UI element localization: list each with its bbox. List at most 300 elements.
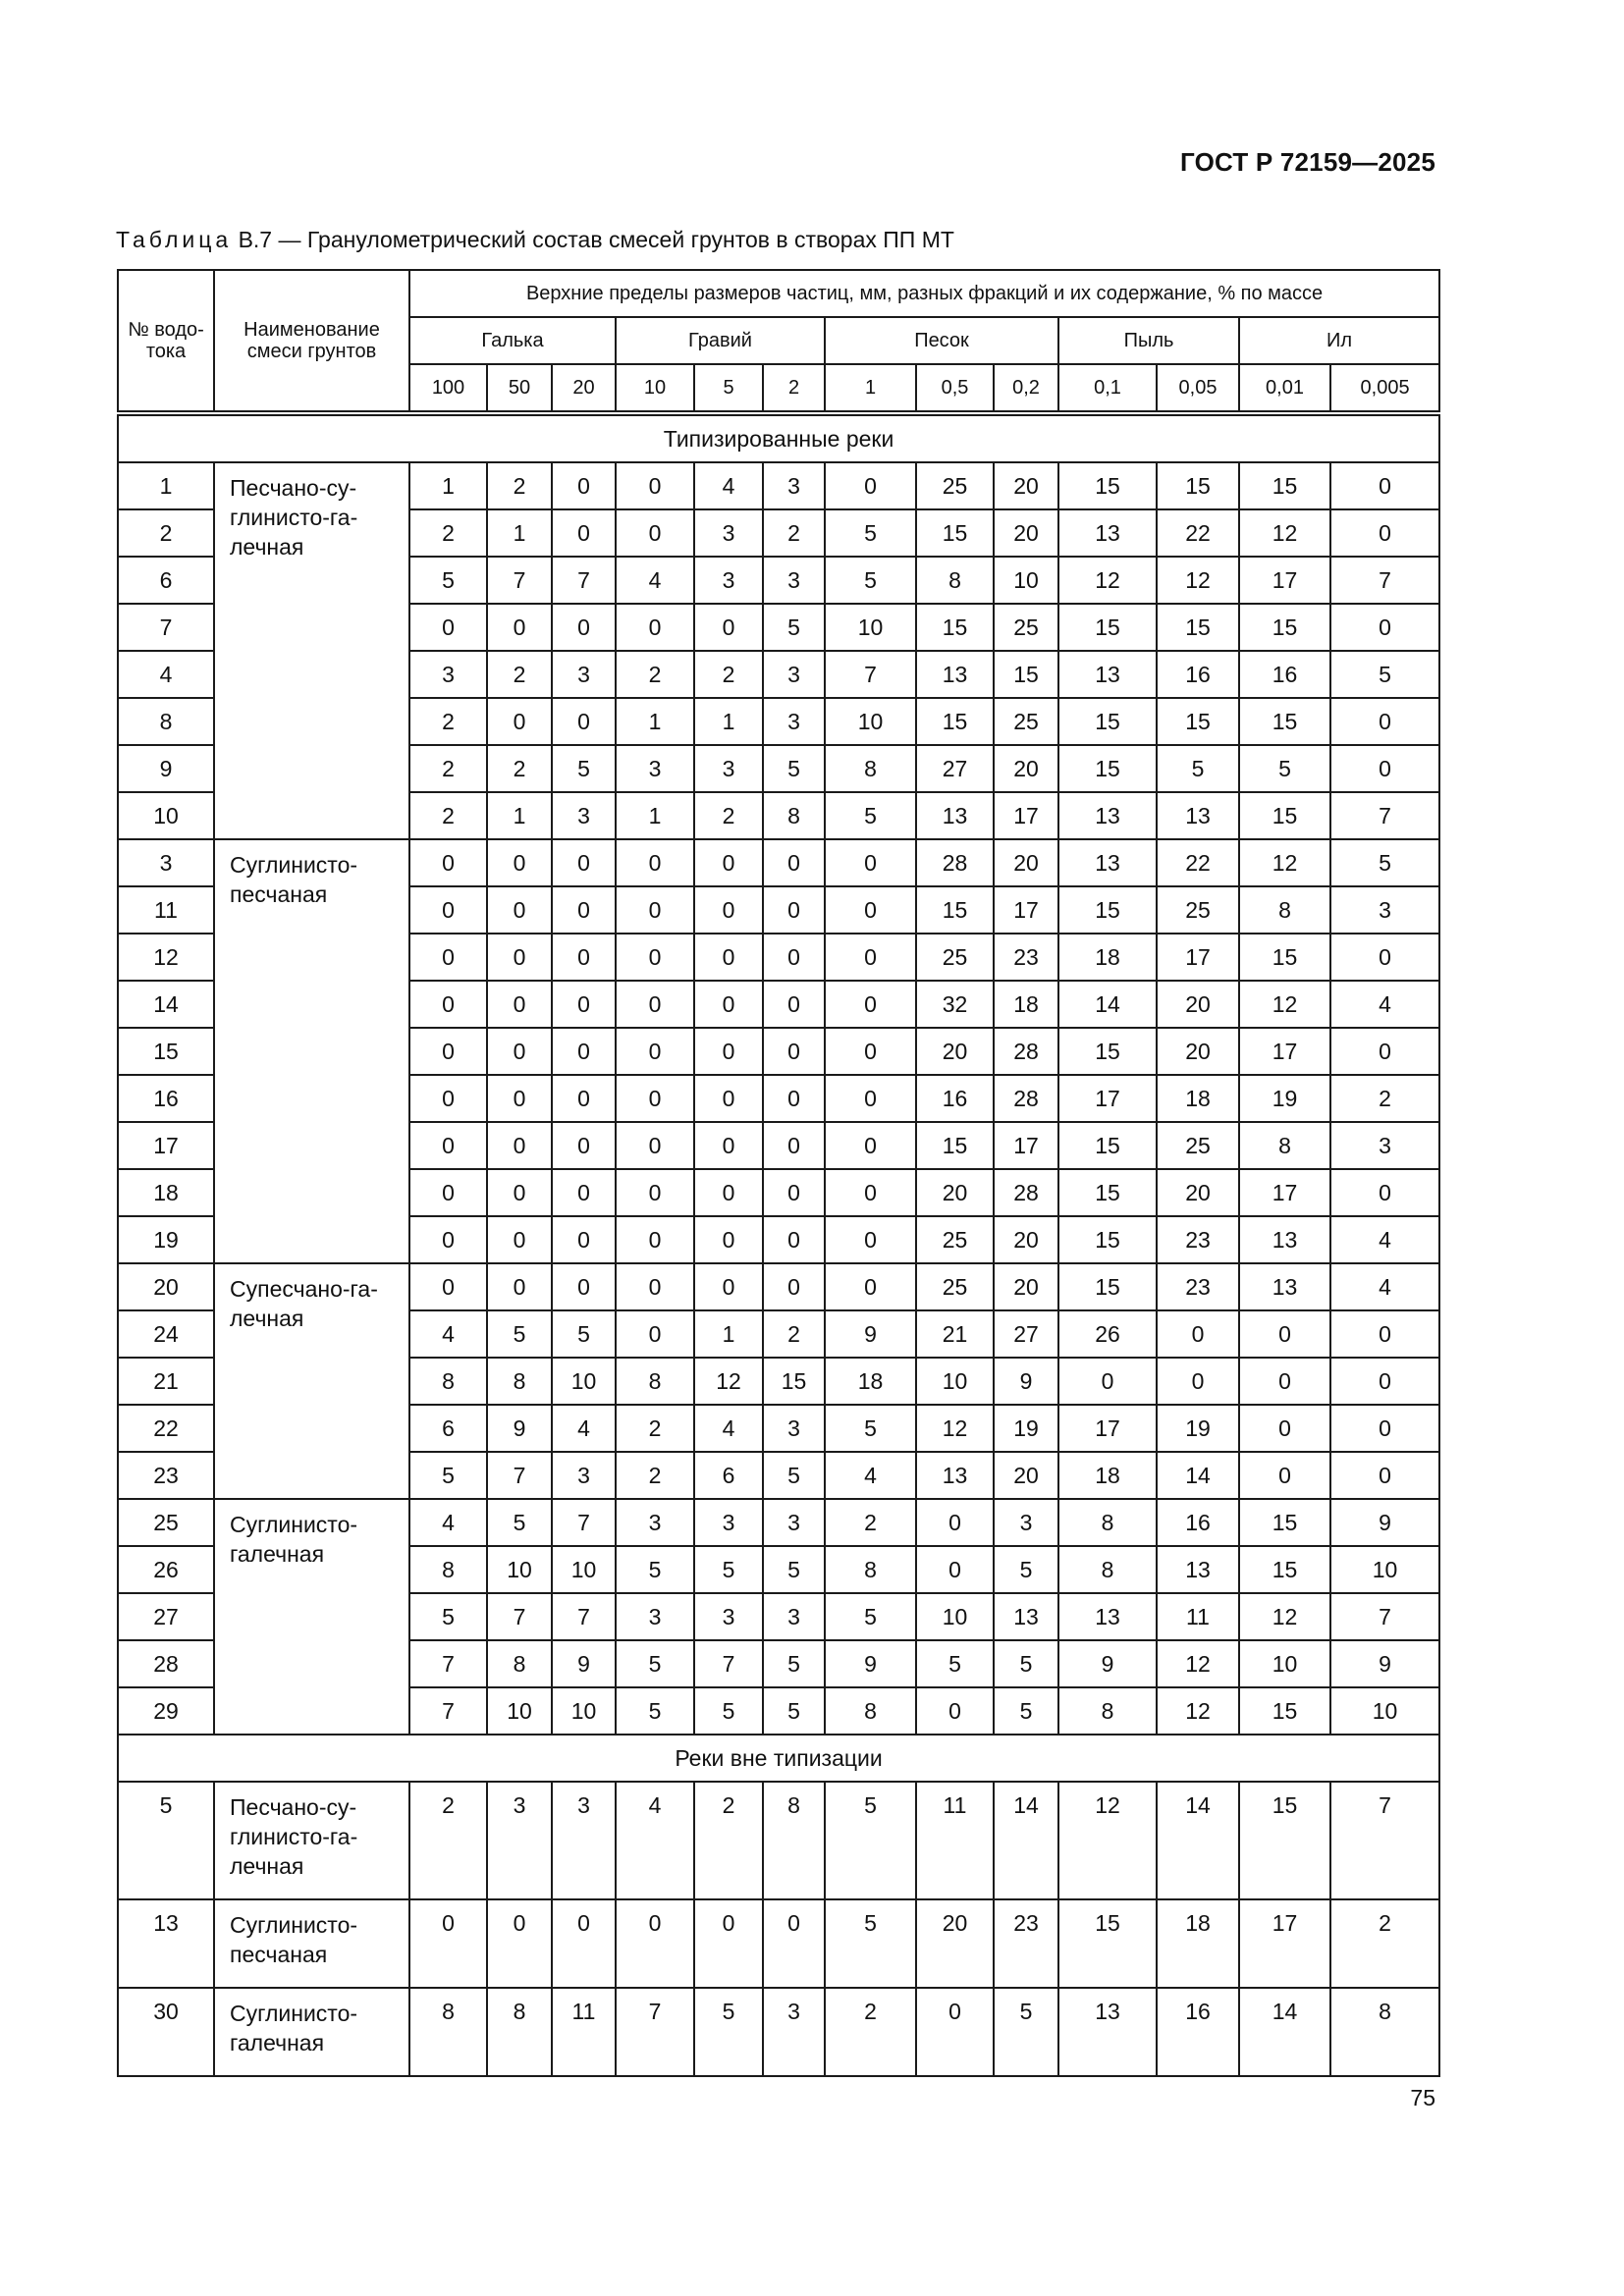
value-cell: 0 — [694, 604, 763, 651]
row-number: 24 — [118, 1310, 214, 1358]
value-cell: 0 — [616, 1169, 694, 1216]
value-cell: 2 — [825, 1499, 916, 1546]
value-cell: 1 — [409, 462, 487, 509]
value-cell: 5 — [916, 1640, 994, 1687]
value-cell: 8 — [409, 1988, 487, 2076]
value-cell: 10 — [825, 604, 916, 651]
value-cell: 9 — [1058, 1640, 1157, 1687]
value-cell: 17 — [994, 792, 1058, 839]
value-cell: 5 — [825, 1782, 916, 1899]
value-cell: 17 — [1239, 557, 1330, 604]
value-cell: 13 — [1157, 1546, 1239, 1593]
value-cell: 4 — [694, 1405, 763, 1452]
value-cell: 8 — [825, 745, 916, 792]
value-cell: 3 — [487, 1782, 552, 1899]
row-number: 4 — [118, 651, 214, 698]
value-cell: 8 — [1058, 1546, 1157, 1593]
value-cell: 11 — [1157, 1593, 1239, 1640]
value-cell: 18 — [1157, 1899, 1239, 1988]
value-cell: 0 — [763, 1122, 825, 1169]
value-cell: 8 — [409, 1546, 487, 1593]
value-cell: 2 — [409, 698, 487, 745]
value-cell: 7 — [409, 1687, 487, 1735]
row-number: 9 — [118, 745, 214, 792]
value-cell: 3 — [763, 1499, 825, 1546]
value-cell: 0 — [825, 1169, 916, 1216]
value-cell: 8 — [1239, 886, 1330, 934]
value-cell: 17 — [994, 1122, 1058, 1169]
table-caption — [116, 227, 954, 253]
value-cell: 0 — [552, 981, 616, 1028]
value-cell: 15 — [1239, 604, 1330, 651]
value-cell: 0 — [552, 462, 616, 509]
value-cell: 1 — [616, 792, 694, 839]
value-cell: 11 — [552, 1988, 616, 2076]
row-number: 7 — [118, 604, 214, 651]
value-cell: 1 — [487, 792, 552, 839]
value-cell: 5 — [825, 557, 916, 604]
value-cell: 8 — [825, 1546, 916, 1593]
value-cell: 3 — [763, 1593, 825, 1640]
value-cell: 0 — [409, 1122, 487, 1169]
value-cell: 0 — [694, 1075, 763, 1122]
value-cell: 0 — [487, 886, 552, 934]
value-cell: 0 — [552, 934, 616, 981]
value-cell: 0 — [763, 934, 825, 981]
value-cell: 3 — [763, 557, 825, 604]
value-cell: 21 — [916, 1310, 994, 1358]
value-cell: 3 — [763, 698, 825, 745]
value-cell: 5 — [1330, 839, 1439, 886]
value-cell: 16 — [1157, 651, 1239, 698]
value-cell: 0 — [1330, 462, 1439, 509]
value-cell: 4 — [1330, 1216, 1439, 1263]
value-cell: 23 — [1157, 1216, 1239, 1263]
value-cell: 19 — [994, 1405, 1058, 1452]
value-cell: 0 — [616, 1899, 694, 1988]
value-cell: 17 — [1157, 934, 1239, 981]
value-cell: 13 — [1239, 1263, 1330, 1310]
row-number: 10 — [118, 792, 214, 839]
value-cell: 0 — [825, 886, 916, 934]
value-cell: 12 — [1239, 509, 1330, 557]
table-row — [118, 1899, 1439, 1988]
value-cell: 15 — [916, 1122, 994, 1169]
value-cell: 9 — [552, 1640, 616, 1687]
value-cell: 4 — [1330, 1263, 1439, 1310]
row-number: 16 — [118, 1075, 214, 1122]
value-cell: 14 — [1157, 1782, 1239, 1899]
size-header: 1 — [825, 364, 916, 413]
value-cell: 0 — [1239, 1452, 1330, 1499]
value-cell: 8 — [616, 1358, 694, 1405]
value-cell: 10 — [552, 1687, 616, 1735]
value-cell: 5 — [825, 1405, 916, 1452]
value-cell: 13 — [1058, 792, 1157, 839]
value-cell: 13 — [994, 1593, 1058, 1640]
value-cell: 3 — [552, 1452, 616, 1499]
value-cell: 23 — [1157, 1263, 1239, 1310]
value-cell: 0 — [825, 934, 916, 981]
value-cell: 19 — [1239, 1075, 1330, 1122]
value-cell: 28 — [994, 1075, 1058, 1122]
value-cell: 2 — [487, 651, 552, 698]
value-cell: 0 — [763, 1899, 825, 1988]
value-cell: 15 — [1157, 462, 1239, 509]
value-cell: 5 — [694, 1687, 763, 1735]
value-cell: 12 — [694, 1358, 763, 1405]
value-cell: 7 — [409, 1640, 487, 1687]
value-cell: 13 — [1157, 792, 1239, 839]
value-cell: 3 — [1330, 1122, 1439, 1169]
value-cell: 0 — [1330, 934, 1439, 981]
value-cell: 0 — [825, 1122, 916, 1169]
table-row — [118, 1499, 1439, 1546]
value-cell: 12 — [1239, 839, 1330, 886]
value-cell: 3 — [409, 651, 487, 698]
document-code: ГОСТ Р 72159—2025 — [1180, 147, 1435, 177]
value-cell: 3 — [763, 651, 825, 698]
value-cell: 0 — [916, 1546, 994, 1593]
value-cell: 15 — [1058, 1028, 1157, 1075]
value-cell: 20 — [994, 839, 1058, 886]
value-cell: 13 — [1058, 651, 1157, 698]
row-number: 6 — [118, 557, 214, 604]
value-cell: 7 — [487, 1593, 552, 1640]
value-cell: 0 — [616, 509, 694, 557]
value-cell: 20 — [916, 1899, 994, 1988]
value-cell: 8 — [1058, 1687, 1157, 1735]
value-cell: 0 — [825, 1263, 916, 1310]
value-cell: 18 — [1058, 1452, 1157, 1499]
value-cell: 15 — [763, 1358, 825, 1405]
value-cell: 15 — [1239, 792, 1330, 839]
value-cell: 0 — [1239, 1358, 1330, 1405]
value-cell: 15 — [916, 604, 994, 651]
value-cell: 0 — [916, 1687, 994, 1735]
value-cell: 28 — [916, 839, 994, 886]
value-cell: 7 — [552, 557, 616, 604]
value-cell: 0 — [616, 981, 694, 1028]
value-cell: 7 — [1330, 1593, 1439, 1640]
soil-mix-name: Суглинисто-песчаная — [214, 839, 409, 1263]
value-cell: 2 — [1330, 1075, 1439, 1122]
value-cell: 3 — [694, 509, 763, 557]
row-number: 26 — [118, 1546, 214, 1593]
value-cell: 8 — [1330, 1988, 1439, 2076]
value-cell: 0 — [825, 981, 916, 1028]
value-cell: 1 — [487, 509, 552, 557]
value-cell: 0 — [1330, 698, 1439, 745]
value-cell: 0 — [616, 462, 694, 509]
table-caption-text: В.7 — Гранулометрический состав смесей грунтов в створах ПП МТ — [232, 227, 954, 252]
value-cell: 5 — [763, 1687, 825, 1735]
value-cell: 17 — [1058, 1075, 1157, 1122]
value-cell: 7 — [552, 1499, 616, 1546]
value-cell: 12 — [916, 1405, 994, 1452]
row-number: 11 — [118, 886, 214, 934]
value-cell: 0 — [552, 1263, 616, 1310]
value-cell: 15 — [1058, 1263, 1157, 1310]
value-cell: 20 — [994, 745, 1058, 792]
value-cell: 15 — [916, 886, 994, 934]
value-cell: 2 — [763, 1310, 825, 1358]
value-cell: 0 — [487, 1122, 552, 1169]
value-cell: 4 — [616, 557, 694, 604]
value-cell: 1 — [616, 698, 694, 745]
value-cell: 0 — [487, 839, 552, 886]
value-cell: 0 — [1330, 1405, 1439, 1452]
value-cell: 0 — [409, 1899, 487, 1988]
value-cell: 14 — [1157, 1452, 1239, 1499]
value-cell: 4 — [1330, 981, 1439, 1028]
value-cell: 0 — [694, 1169, 763, 1216]
header-name: Наименование смеси грунтов — [214, 270, 409, 413]
value-cell: 10 — [552, 1546, 616, 1593]
value-cell: 8 — [487, 1640, 552, 1687]
row-number: 30 — [118, 1988, 214, 2076]
row-number: 12 — [118, 934, 214, 981]
value-cell: 0 — [487, 1075, 552, 1122]
value-cell: 12 — [1239, 981, 1330, 1028]
value-cell: 5 — [1330, 651, 1439, 698]
value-cell: 10 — [1239, 1640, 1330, 1687]
row-number: 28 — [118, 1640, 214, 1687]
value-cell: 0 — [763, 1263, 825, 1310]
value-cell: 5 — [994, 1546, 1058, 1593]
value-cell: 3 — [694, 557, 763, 604]
value-cell: 9 — [825, 1310, 916, 1358]
value-cell: 4 — [409, 1310, 487, 1358]
value-cell: 5 — [994, 1988, 1058, 2076]
value-cell: 3 — [994, 1499, 1058, 1546]
value-cell: 0 — [763, 1169, 825, 1216]
value-cell: 0 — [409, 981, 487, 1028]
value-cell: 2 — [825, 1988, 916, 2076]
value-cell: 27 — [994, 1310, 1058, 1358]
value-cell: 20 — [1157, 1028, 1239, 1075]
value-cell: 4 — [552, 1405, 616, 1452]
value-cell: 5 — [825, 792, 916, 839]
value-cell: 5 — [1157, 745, 1239, 792]
value-cell: 0 — [616, 1216, 694, 1263]
value-cell: 5 — [409, 557, 487, 604]
value-cell: 15 — [1058, 462, 1157, 509]
value-cell: 0 — [694, 934, 763, 981]
value-cell: 5 — [694, 1546, 763, 1593]
value-cell: 5 — [763, 1640, 825, 1687]
value-cell: 26 — [1058, 1310, 1157, 1358]
value-cell: 15 — [916, 698, 994, 745]
value-cell: 3 — [694, 1593, 763, 1640]
value-cell: 0 — [552, 1028, 616, 1075]
value-cell: 5 — [694, 1988, 763, 2076]
soil-mix-name: Песчано-су-глинисто-га-лечная — [214, 1782, 409, 1899]
value-cell: 0 — [694, 1216, 763, 1263]
value-cell: 0 — [1157, 1310, 1239, 1358]
group-silt: Ил — [1239, 317, 1439, 364]
value-cell: 5 — [994, 1640, 1058, 1687]
value-cell: 7 — [1330, 792, 1439, 839]
value-cell: 0 — [825, 1075, 916, 1122]
value-cell: 15 — [1058, 1216, 1157, 1263]
value-cell: 2 — [409, 1782, 487, 1899]
value-cell: 15 — [1058, 1899, 1157, 1988]
value-cell: 0 — [409, 1169, 487, 1216]
value-cell: 0 — [616, 1122, 694, 1169]
value-cell: 20 — [994, 509, 1058, 557]
value-cell: 5 — [763, 1452, 825, 1499]
value-cell: 0 — [552, 1899, 616, 1988]
value-cell: 5 — [763, 1546, 825, 1593]
value-cell: 0 — [487, 1169, 552, 1216]
size-header: 0,005 — [1330, 364, 1439, 413]
value-cell: 7 — [487, 1452, 552, 1499]
value-cell: 0 — [552, 886, 616, 934]
value-cell: 7 — [616, 1988, 694, 2076]
value-cell: 25 — [916, 934, 994, 981]
value-cell: 10 — [916, 1593, 994, 1640]
value-cell: 25 — [1157, 1122, 1239, 1169]
value-cell: 0 — [616, 1028, 694, 1075]
value-cell: 12 — [1157, 557, 1239, 604]
row-number: 14 — [118, 981, 214, 1028]
value-cell: 0 — [1239, 1405, 1330, 1452]
value-cell: 0 — [1239, 1310, 1330, 1358]
value-cell: 9 — [825, 1640, 916, 1687]
value-cell: 0 — [552, 509, 616, 557]
size-header: 0,01 — [1239, 364, 1330, 413]
value-cell: 0 — [616, 839, 694, 886]
value-cell: 2 — [763, 509, 825, 557]
row-number: 27 — [118, 1593, 214, 1640]
value-cell: 18 — [1058, 934, 1157, 981]
value-cell: 18 — [1157, 1075, 1239, 1122]
value-cell: 0 — [1330, 1358, 1439, 1405]
value-cell: 25 — [1157, 886, 1239, 934]
value-cell: 7 — [552, 1593, 616, 1640]
group-gravel-pebble: Галька — [409, 317, 616, 364]
value-cell: 0 — [694, 1899, 763, 1988]
header-num: № водо-тока — [118, 270, 214, 413]
size-header: 0,2 — [994, 364, 1058, 413]
row-number: 1 — [118, 462, 214, 509]
value-cell: 1 — [694, 1310, 763, 1358]
value-cell: 20 — [916, 1028, 994, 1075]
row-number: 29 — [118, 1687, 214, 1735]
value-cell: 0 — [1330, 1169, 1439, 1216]
row-number: 25 — [118, 1499, 214, 1546]
soil-mix-name: Суглинисто-галечная — [214, 1499, 409, 1735]
soil-mix-name: Суглинисто-галечная — [214, 1988, 409, 2076]
value-cell: 15 — [1058, 745, 1157, 792]
value-cell: 0 — [409, 1263, 487, 1310]
value-cell: 32 — [916, 981, 994, 1028]
value-cell: 3 — [616, 1499, 694, 1546]
value-cell: 3 — [552, 792, 616, 839]
value-cell: 16 — [1157, 1988, 1239, 2076]
value-cell: 0 — [409, 1028, 487, 1075]
value-cell: 12 — [1157, 1640, 1239, 1687]
value-cell: 0 — [694, 1263, 763, 1310]
value-cell: 5 — [409, 1452, 487, 1499]
value-cell: 0 — [694, 1028, 763, 1075]
value-cell: 7 — [825, 651, 916, 698]
value-cell: 0 — [1330, 509, 1439, 557]
row-number: 22 — [118, 1405, 214, 1452]
value-cell: 17 — [1239, 1169, 1330, 1216]
value-cell: 14 — [994, 1782, 1058, 1899]
value-cell: 4 — [616, 1782, 694, 1899]
value-cell: 4 — [409, 1499, 487, 1546]
value-cell: 0 — [1330, 745, 1439, 792]
value-cell: 2 — [409, 745, 487, 792]
soil-mix-name: Супесчано-га-лечная — [214, 1263, 409, 1499]
value-cell: 15 — [1239, 1687, 1330, 1735]
value-cell: 0 — [825, 839, 916, 886]
value-cell: 2 — [487, 462, 552, 509]
value-cell: 13 — [1058, 509, 1157, 557]
value-cell: 3 — [552, 1782, 616, 1899]
value-cell: 15 — [1058, 1122, 1157, 1169]
value-cell: 0 — [409, 604, 487, 651]
value-cell: 0 — [916, 1988, 994, 2076]
value-cell: 5 — [763, 745, 825, 792]
value-cell: 0 — [616, 1075, 694, 1122]
value-cell: 15 — [1239, 934, 1330, 981]
value-cell: 15 — [1058, 698, 1157, 745]
value-cell: 15 — [1058, 604, 1157, 651]
value-cell: 2 — [616, 651, 694, 698]
size-header: 0,1 — [1058, 364, 1157, 413]
value-cell: 15 — [1239, 1782, 1330, 1899]
value-cell: 5 — [825, 1593, 916, 1640]
value-cell: 0 — [1330, 604, 1439, 651]
value-cell: 17 — [1239, 1899, 1330, 1988]
value-cell: 8 — [409, 1358, 487, 1405]
value-cell: 12 — [1239, 1593, 1330, 1640]
value-cell: 25 — [916, 462, 994, 509]
value-cell: 18 — [994, 981, 1058, 1028]
value-cell: 0 — [694, 886, 763, 934]
value-cell: 9 — [994, 1358, 1058, 1405]
value-cell: 5 — [552, 1310, 616, 1358]
value-cell: 5 — [487, 1310, 552, 1358]
value-cell: 3 — [552, 651, 616, 698]
value-cell: 2 — [694, 1782, 763, 1899]
row-number: 13 — [118, 1899, 214, 1988]
granulometric-table — [117, 269, 1440, 2077]
value-cell: 25 — [916, 1216, 994, 1263]
value-cell: 0 — [552, 698, 616, 745]
value-cell: 18 — [825, 1358, 916, 1405]
value-cell: 25 — [994, 604, 1058, 651]
value-cell: 0 — [825, 1216, 916, 1263]
value-cell: 12 — [1058, 1782, 1157, 1899]
value-cell: 5 — [825, 1899, 916, 1988]
size-header: 20 — [552, 364, 616, 413]
value-cell: 0 — [552, 1075, 616, 1122]
value-cell: 9 — [1330, 1640, 1439, 1687]
value-cell: 8 — [763, 1782, 825, 1899]
value-cell: 0 — [409, 1075, 487, 1122]
value-cell: 5 — [616, 1640, 694, 1687]
value-cell: 15 — [1157, 604, 1239, 651]
value-cell: 16 — [916, 1075, 994, 1122]
value-cell: 15 — [994, 651, 1058, 698]
value-cell: 0 — [1058, 1358, 1157, 1405]
value-cell: 2 — [694, 792, 763, 839]
